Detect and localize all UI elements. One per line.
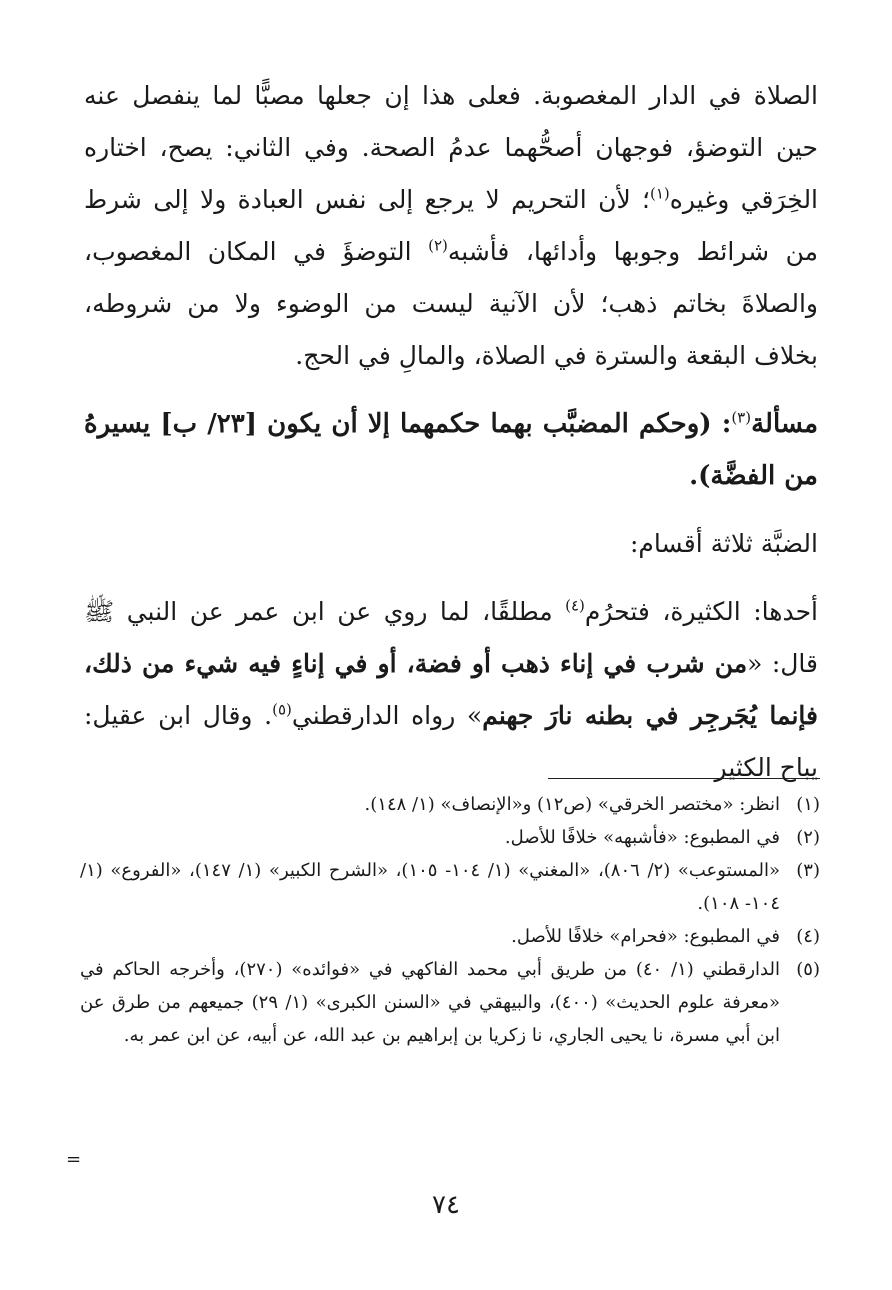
footnote-ref-5: (٥) [272, 700, 292, 719]
footnote-ref-1: (١) [650, 184, 670, 203]
page-number: ٧٤ [432, 1190, 460, 1220]
paragraph-3: الضبَّة ثلاثة أقسام: [629, 529, 818, 558]
footnote-number: (٣) [796, 860, 820, 881]
masala-heading [84, 398, 818, 502]
footnotes [80, 788, 820, 1052]
paragraph-1-text-a: الصلاة في الدار المغصوبة. فعلى هذا إن جعلها مصبًّا لما ينفصل عنه حين التوضؤ، فوجهان أصحُّهما عدمُ الصحة. وفي الثاني: يصح، اختاره الخِرَقي وغيره [84, 81, 819, 214]
paragraph-4-text-a: أحدها: الكثيرة، فتحرُم [584, 597, 818, 626]
footnote-number: (١) [796, 794, 820, 815]
continuation-mark: = [66, 1149, 82, 1170]
footnote [80, 920, 820, 953]
footnote-ref-3: (٣) [731, 408, 752, 427]
footnote [80, 788, 820, 821]
paragraph-1-text-b: ؛ لأن التحريم لا يرجع إلى نفس العبادة ولا إلى شرط من شرائط وجوبها وأدائها، فأشبه [84, 185, 818, 266]
footnote-ref-4: (٤) [565, 596, 585, 615]
paragraph-4-text-c: » رواه الدارقطني [291, 701, 483, 730]
main-text [84, 70, 818, 794]
masala-text: (وحكم المضبَّب بهما حكمهما إلا أن يكون [٢٣/ ب] يسيرهُ من الفضَّة). [84, 409, 818, 491]
paragraph-4 [84, 586, 818, 794]
footnote-text: انظر: «مختصر الخرقي» (ص١٢) و«الإنصاف» (١/ ١٤٨). [364, 794, 780, 815]
footnote-text: في المطبوع: «فأشبهه» خلافًا للأصل. [504, 827, 780, 848]
paragraph-1-text-c: التوضؤَ في المكان المغصوب، والصلاةَ بخاتم ذهب؛ لأن الآنية ليست من الوضوء ولا من شروطه، بخلاف البقعة والسترة في الصلاة، والمالِ في الحج. [84, 237, 818, 370]
paragraph-1 [84, 70, 818, 382]
paragraph-4-text-b: مطلقًا، لما روي عن ابن عمر عن النبي ﷺ قال: « [84, 597, 818, 678]
footnote-text: الدارقطني (١/ ٤٠) من طريق أبي محمد الفاكهي في «فوائده» (٢٧٠)، وأخرجه الحاكم في «معرفة علوم الحديث» (٤٠٠)، والبيهقي في «السنن الكبرى» (١/ ٢٩) جميعهم من طرق عن ابن أبي مسرة، نا يحيى الجاري، نا زكريا بن إبراهيم بن عبد الله، عن أبيه، عن ابن عمر به. [80, 959, 781, 1046]
hadith-text: من شرب في إناء ذهب أو فضة، أو في إناءٍ فيه شيء من ذلك، فإنما يُجَرجِر في بطنه نارَ جهنم [84, 649, 818, 730]
footnote [80, 953, 820, 1052]
footnote-text: في المطبوع: «فحرام» خلافًا للأصل. [511, 926, 780, 947]
paragraph-4-text-d: . وقال ابن عقيل: يباح الكثير [84, 701, 818, 782]
footnote-number: (٥) [796, 959, 820, 980]
masala-label: مسألة [751, 409, 818, 439]
footnote [80, 854, 820, 920]
masala-separator: : [711, 409, 732, 439]
footnote-text: «المستوعب» (٢/ ٨٠٦)، «المغني» (١/ ١٠٤- ١٠٥)، «الشرح الكبير» (١/ ١٤٧)، «الفروع» (١/ ١٠٤- ١٠٨). [80, 860, 780, 914]
footnote-divider [548, 778, 820, 779]
footnote-number: (٢) [796, 827, 820, 848]
footnote [80, 821, 820, 854]
footnote-number: (٤) [796, 926, 820, 947]
footnote-ref-2: (٢) [428, 236, 448, 255]
